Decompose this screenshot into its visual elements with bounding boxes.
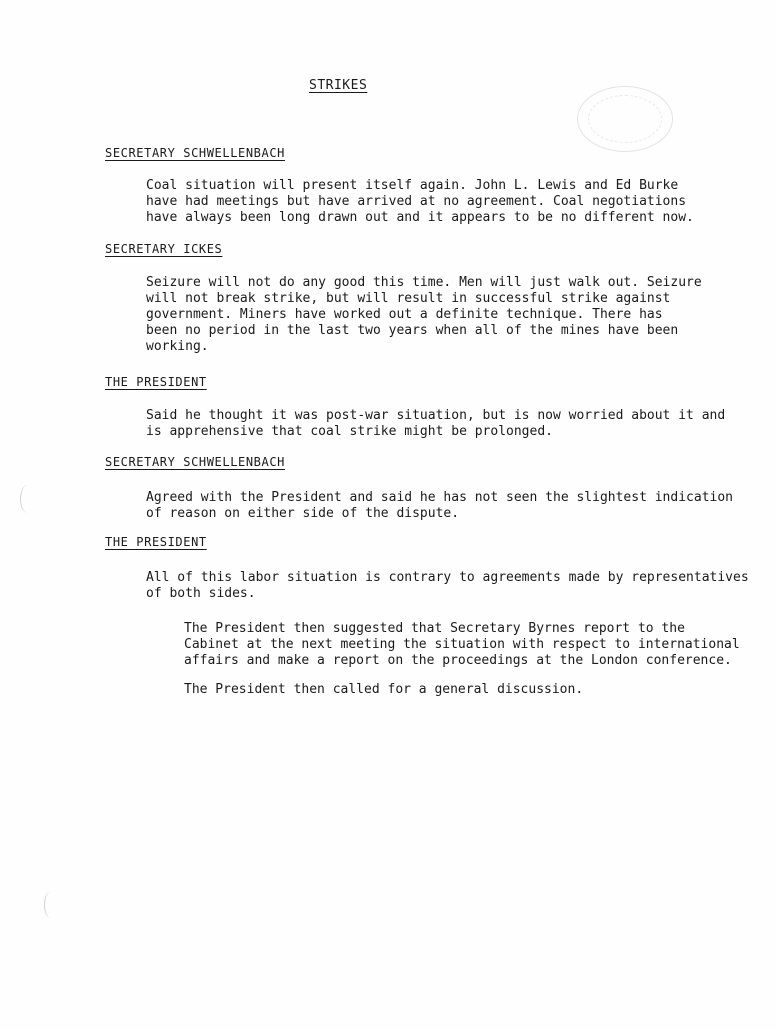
statement-paragraph: [146, 408, 725, 440]
statement-line: will not break strike, but will result in successful strike against: [146, 291, 671, 306]
statement-line: government. Miners have worked out a definite technique. There has: [146, 307, 663, 322]
scan-mark: [44, 892, 57, 918]
scan-mark: [20, 485, 35, 513]
speaker-heading: THE PRESIDENT: [105, 375, 207, 389]
note-line: Cabinet at the next meeting the situation with respect to international: [184, 637, 740, 652]
archive-stamp: [577, 86, 673, 152]
speaker-heading: SECRETARY SCHWELLENBACH: [105, 455, 285, 469]
statement-line: Said he thought it was post-war situation, but is now worried about it and: [146, 408, 726, 423]
statement-paragraph: [146, 570, 749, 602]
statement-line: Seizure will not do any good this time. Men will just walk out. Seizure: [146, 275, 702, 290]
statement-line: is apprehensive that coal strike might be prolonged.: [146, 424, 553, 439]
speaker-heading: SECRETARY SCHWELLENBACH: [105, 146, 285, 160]
statement-paragraph: [146, 490, 733, 522]
statement-line: of reason on either side of the dispute.: [146, 506, 460, 521]
note-line: affairs and make a report on the proceedings at the London conference.: [184, 653, 732, 668]
statement-paragraph: [146, 275, 702, 355]
speaker-heading: THE PRESIDENT: [105, 535, 207, 549]
note-paragraph: [184, 682, 583, 698]
statement-line: have had meetings but have arrived at no agreement. Coal negotiations: [146, 194, 687, 209]
statement-line: been no period in the last two years when all of the mines have been: [146, 323, 679, 338]
note-line: The President then suggested that Secretary Byrnes report to the: [184, 621, 685, 636]
statement-line: Agreed with the President and said he has not seen the slightest indication: [146, 490, 733, 505]
statement-line: All of this labor situation is contrary to agreements made by representatives: [146, 570, 749, 585]
document-title: STRIKES: [309, 78, 368, 93]
statement-line: Coal situation will present itself again. John L. Lewis and Ed Burke: [146, 178, 679, 193]
statement-line: working.: [146, 339, 209, 354]
note-paragraph: [184, 621, 740, 669]
speaker-heading: SECRETARY ICKES: [105, 242, 223, 256]
statement-line: have always been long drawn out and it appears to be no different now.: [146, 210, 694, 225]
statement-line: of both sides.: [146, 586, 256, 601]
note-line: The President then called for a general discussion.: [184, 682, 584, 697]
statement-paragraph: [146, 178, 694, 226]
